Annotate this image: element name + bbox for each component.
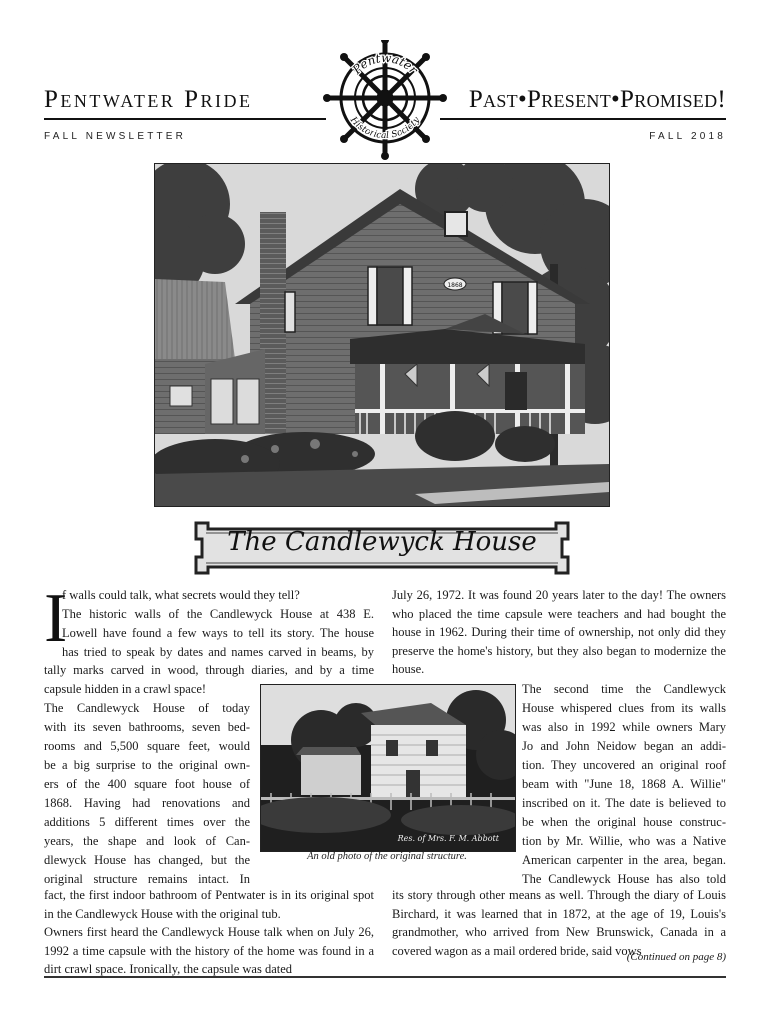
para2-line8: years, the shape and look of Can-	[44, 834, 250, 848]
right-para2-line2: House whispered clues from its walls	[522, 701, 726, 715]
para2-line10: original structure remains intact. In	[44, 872, 250, 886]
para2-line4: be a big surprise to the original own-	[44, 758, 250, 772]
newsletter-motto: Past•Present•Promised!	[468, 86, 726, 113]
newsletter-issue-date: FALL 2018	[649, 131, 726, 142]
para2-line6: 1868. Having had renovations and	[44, 796, 250, 810]
continued-note: (Continued on page 8)	[626, 951, 726, 963]
right-para2-line6: beam with "June 18, 1868 A. Willie"	[522, 777, 726, 791]
right-para2-line9: tion by Mr. Willie, who was a Native	[522, 834, 726, 848]
para1-line3: Lowell have found a few ways to tell its story. The house	[62, 626, 374, 640]
house-date-sign: 1868	[447, 282, 463, 289]
right-para3-line1: The Candlewyck House has also told	[522, 872, 726, 886]
article-title: The Candlewyck House	[227, 527, 537, 557]
para2-rest: fact, the first indoor bathroom of Pentwater is in its original spot in the Candlewyck House with the original tub.	[44, 888, 374, 921]
right-para1: July 26, 1972. It was found 20 years later to the day! The owners who placed the time capsule were teachers and had bought the house in 1962. During their time of ownership, not only did they preserve the home's history, but they also began to modernize the house.	[392, 588, 726, 676]
logo-text-bottom: Historical Society	[347, 115, 423, 142]
para2-line5: ers of the 400 square foot house of	[44, 777, 250, 791]
right-para2-line3: was also in 1992 while owners Mary	[522, 720, 726, 734]
logo-text-top: Pentwater	[349, 50, 421, 77]
masthead-rule-right	[440, 118, 726, 120]
ships-wheel-logo	[310, 40, 460, 160]
old-house-photo	[260, 684, 516, 852]
footer-rule	[44, 976, 726, 978]
newsletter-title: Pentwater Pride	[44, 86, 253, 113]
newsletter-season-label: FALL NEWSLETTER	[44, 131, 187, 142]
right-para3-rest: its story through other means as well. Through the diary of Louis Birchard, it was learned that in 1872, at the age of 19, Louis's grandmother, who arrived from New Brunswick, Canada in a covered wagon as a mail ordered bride, said vows	[392, 888, 726, 958]
right-para2-line8: be when the original house construc-	[522, 815, 726, 829]
para1-line1: f walls could talk, what secrets would they tell?	[62, 588, 300, 602]
old-photo-caption: An old photo of the original structure.	[307, 851, 467, 862]
para2-line2: with its seven bathrooms, seven bed-	[44, 720, 250, 734]
old-photo-inscription: Res. of Mrs. F. M. Abbott	[397, 834, 499, 843]
right-para2-line10: American carpenter in the area, began.	[522, 853, 726, 867]
drop-cap: I	[44, 580, 68, 657]
para2-line7: additions 5 different times over the	[44, 815, 250, 829]
right-para2-line5: tion. They uncovered an original roof	[522, 758, 726, 772]
right-para2-line7: inscribed on it. The date is believed to	[522, 796, 726, 810]
para1-rest: tally marks carved in wood, through diaries, and by a time capsule hidden in a crawl space!	[44, 663, 374, 696]
masthead-rule-left	[44, 118, 326, 120]
para2-line1: The Candlewyck House of today	[44, 701, 250, 715]
para3: Owners first heard the Candlewyck House talk when on July 26, 1992 a time capsule with the history of the home was found in a dirt crawl space. Ironically, the capsule was dated	[44, 925, 374, 976]
candlewyck-house-photo	[154, 163, 610, 507]
right-para2-line1: The second time the Candlewyck	[522, 682, 726, 696]
right-para2-line4: Jo and John Neidow began an addi-	[522, 739, 726, 753]
para2-line9: dlewyck House has changed, but the	[44, 853, 250, 867]
para2-line3: rooms and 5,500 square feet, would	[44, 739, 250, 753]
para1-line4: has tried to speak by dates and names carved in beams, by	[62, 645, 374, 659]
para1-line2: The historic walls of the Candlewyck House at 438 E.	[62, 607, 374, 621]
